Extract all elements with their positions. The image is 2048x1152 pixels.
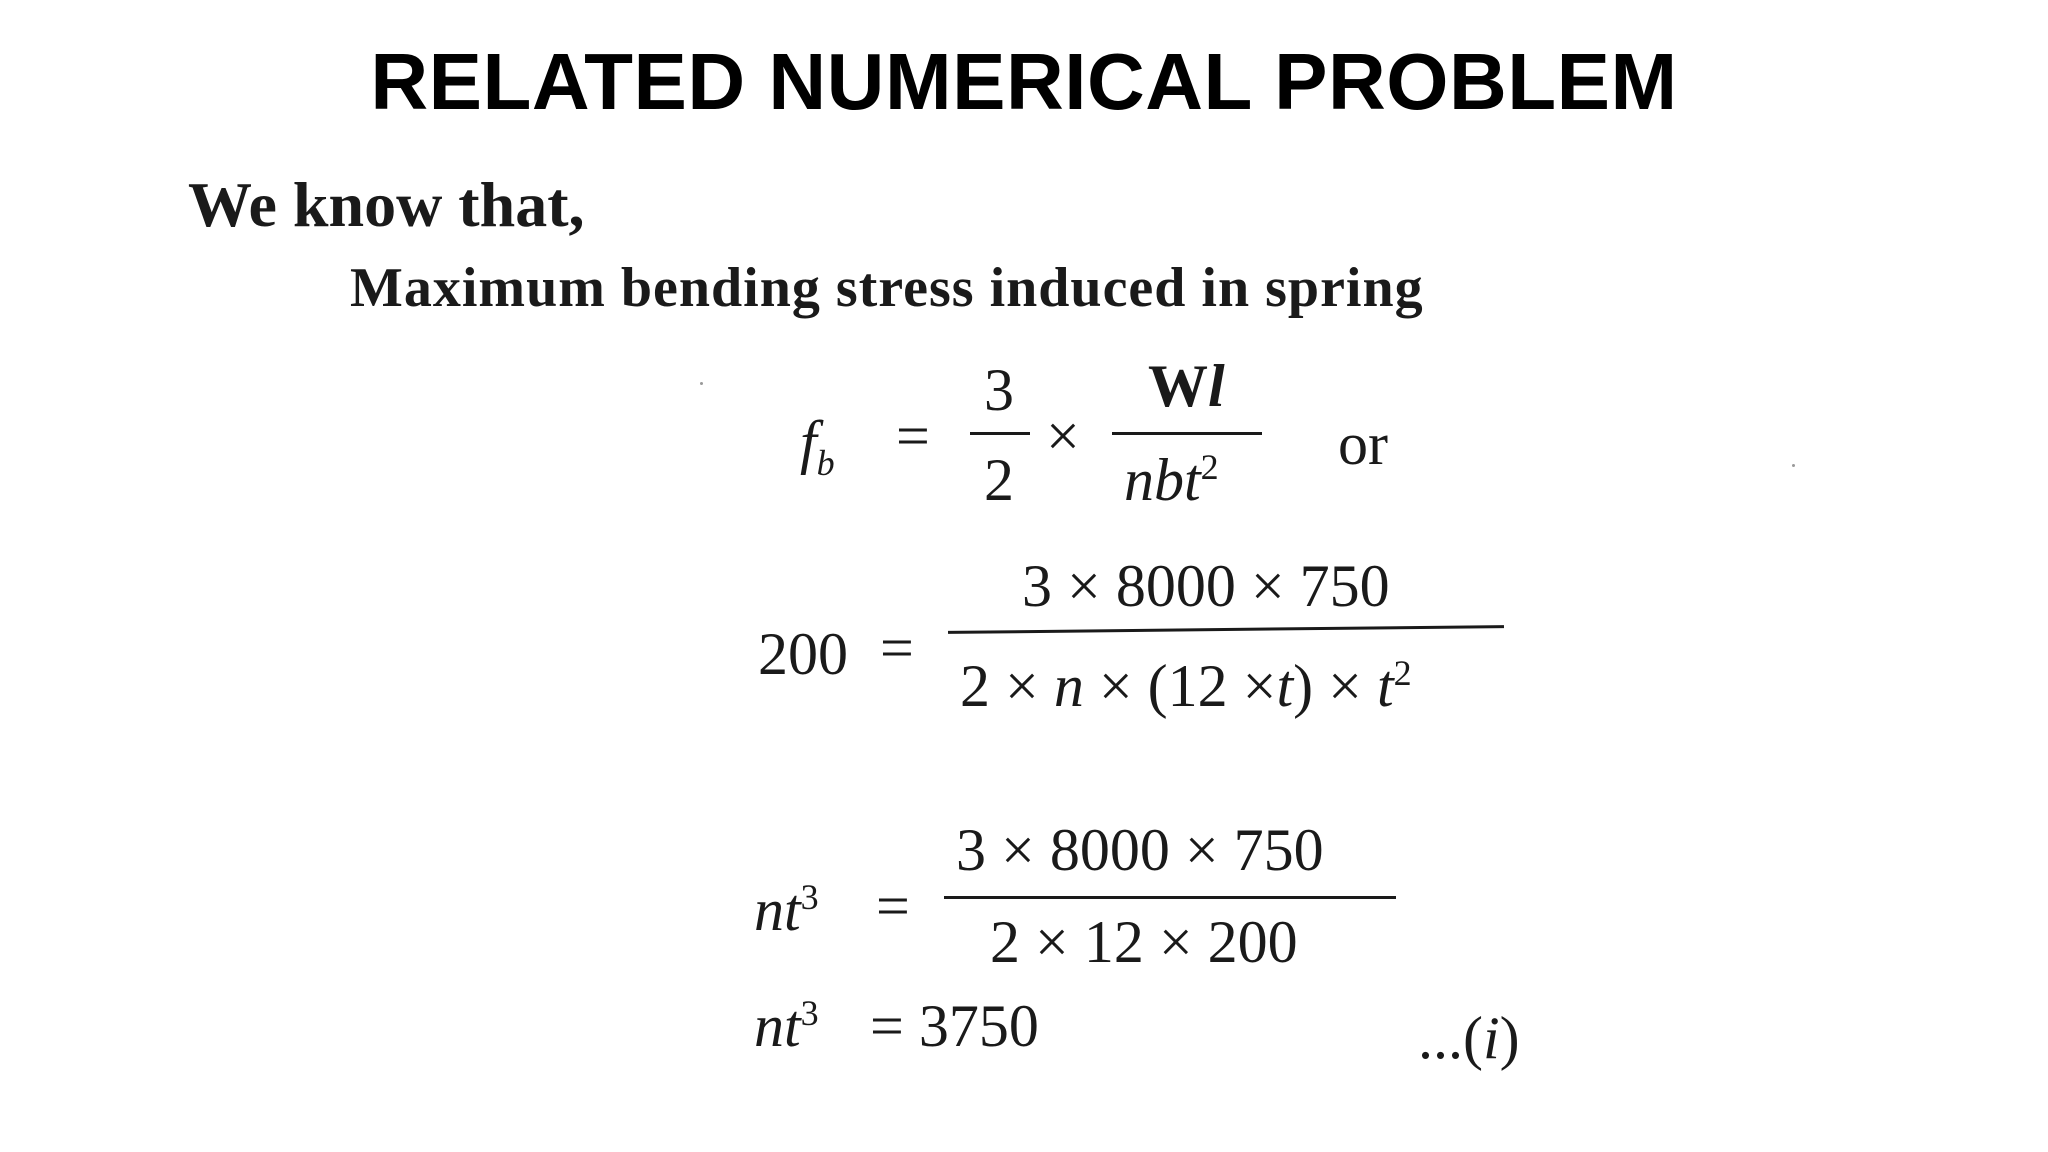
- eq3-denominator: 2 × 12 × 200: [990, 909, 1298, 975]
- scan-speck: [700, 382, 703, 385]
- eq3-numerator: 3 × 8000 × 750: [956, 817, 1324, 883]
- eq2-fraction-bar: [948, 625, 1504, 634]
- eq1-frac1-denominator: 2: [984, 447, 1014, 513]
- eq3-equals: =: [876, 873, 910, 939]
- eq1-lhs: $f_b$: [800, 409, 835, 483]
- eq4-rhs: = 3750: [870, 993, 1039, 1059]
- scan-speck: [1792, 464, 1795, 467]
- eq2-numerator: 3 × 8000 × 750: [1022, 553, 1390, 619]
- eq1-frac2-numerator: Wl: [1148, 353, 1225, 419]
- eq3-lhs: $nt^3$: [754, 877, 819, 943]
- eq3-fraction-bar: [944, 896, 1396, 899]
- eq2-lhs: 200: [758, 621, 848, 687]
- eq1-frac2-denominator: nbt$^2$: [1124, 447, 1219, 513]
- eq1-frac1-bar: [970, 432, 1030, 435]
- eq2-denominator: $2 \times n \times (12 \times t) \times t^2$: [960, 653, 1412, 719]
- slide-title: RELATED NUMERICAL PROBLEM: [370, 37, 1678, 126]
- eq1-or: or: [1338, 411, 1388, 477]
- eq1-equals: =: [896, 403, 930, 469]
- eq4-lhs: $nt^3$: [754, 993, 819, 1059]
- eq1-frac1-numerator: 3: [984, 357, 1014, 423]
- equation-tag: ...(i): [1418, 1005, 1520, 1071]
- subheading: Maximum bending stress induced in spring: [350, 257, 1424, 319]
- eq2-equals: =: [880, 615, 914, 681]
- eq1-times: ×: [1046, 403, 1080, 469]
- eq1-frac2-bar: [1112, 432, 1262, 435]
- intro-text: We know that,: [188, 169, 585, 240]
